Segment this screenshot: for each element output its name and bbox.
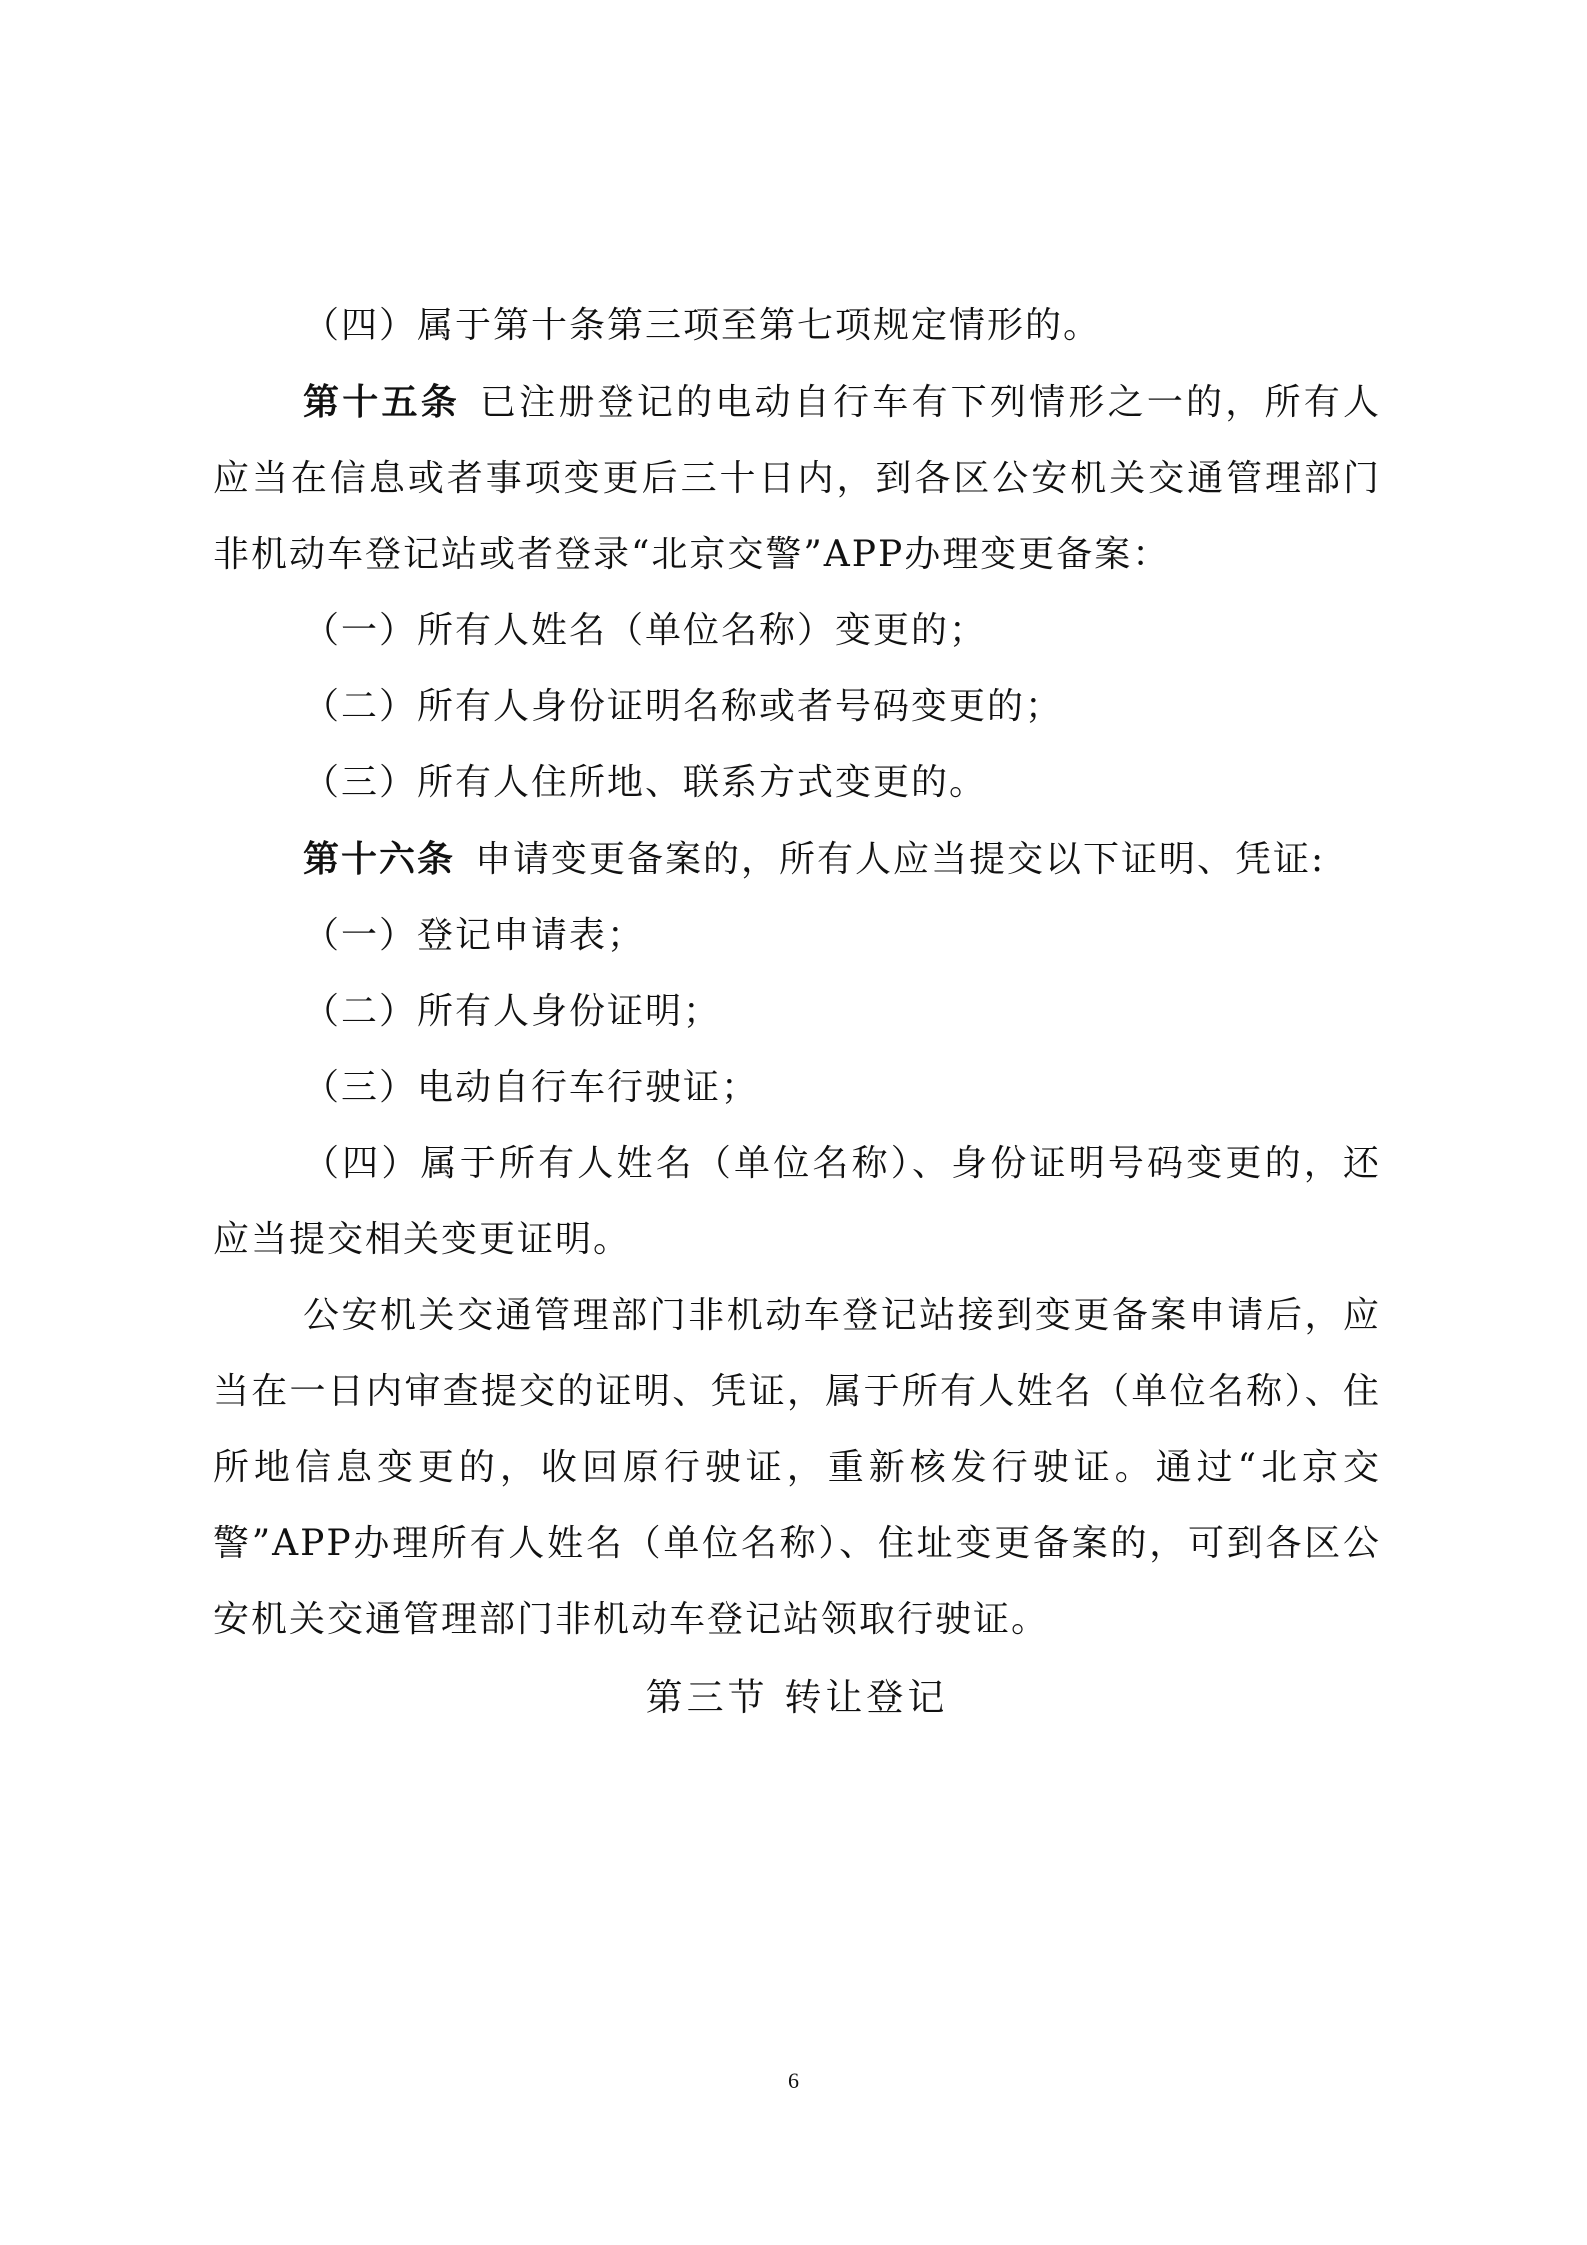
clause-item: [213, 898, 1381, 974]
clause-item: [213, 1050, 1381, 1126]
page-number: 6: [788, 2068, 799, 2093]
clause-item: [213, 288, 1381, 364]
article-paragraph: [213, 821, 1381, 898]
clause-text: （二）所有人身份证明；: [303, 991, 722, 1032]
clause-paragraph: [213, 1126, 1381, 1278]
clause-text: （四）属于所有人姓名（单位名称）、身份证明号码变更的，还应当提交相关变更证明。: [213, 1143, 1381, 1260]
clause-text: （三）所有人住所地、联系方式变更的。: [303, 762, 988, 803]
article-text: 申请变更备案的，所有人应当提交以下证明、凭证:: [475, 839, 1326, 880]
clause-item: [213, 593, 1381, 669]
document-body: [213, 288, 1381, 1738]
clause-text: （三）电动自行车行驶证；: [303, 1067, 760, 1108]
section-title: 第三节 转让登记: [645, 1676, 949, 1719]
clause-text: （四）属于第十条第三项至第七项规定情形的。: [303, 305, 1102, 346]
article-paragraph: [213, 364, 1381, 593]
clause-text: （一）所有人姓名（单位名称）变更的；: [303, 610, 988, 651]
body-text: 公安机关交通管理部门非机动车登记站接到变更备案申请后，应当在一日内审查提交的证明、凭证，属于所有人姓名（单位名称）、住所地信息变更的，收回原行驶证，重新核发行驶证。通过“北京交警”APP办理所有人姓名（单位名称）、住址变更备案的，可到各区公安机关交通管理部门非机动车登记站领取行驶证。: [213, 1295, 1381, 1640]
clause-text: （二）所有人身份证明名称或者号码变更的；: [303, 686, 1064, 727]
clause-item: [213, 974, 1381, 1050]
clause-item: [213, 669, 1381, 745]
body-paragraph: [213, 1278, 1381, 1658]
article-heading: 第十五条: [303, 381, 460, 423]
article-heading: 第十六条: [303, 838, 456, 880]
clause-item: [213, 745, 1381, 821]
clause-text: （一）登记申请表；: [303, 915, 646, 956]
article-text: 已注册登记的电动自行车有下列情形之一的，所有人应当在信息或者事项变更后三十日内，到各区公安机关交通管理部门非机动车登记站或者登录“北京交警”APP办理变更备案：: [213, 382, 1381, 575]
